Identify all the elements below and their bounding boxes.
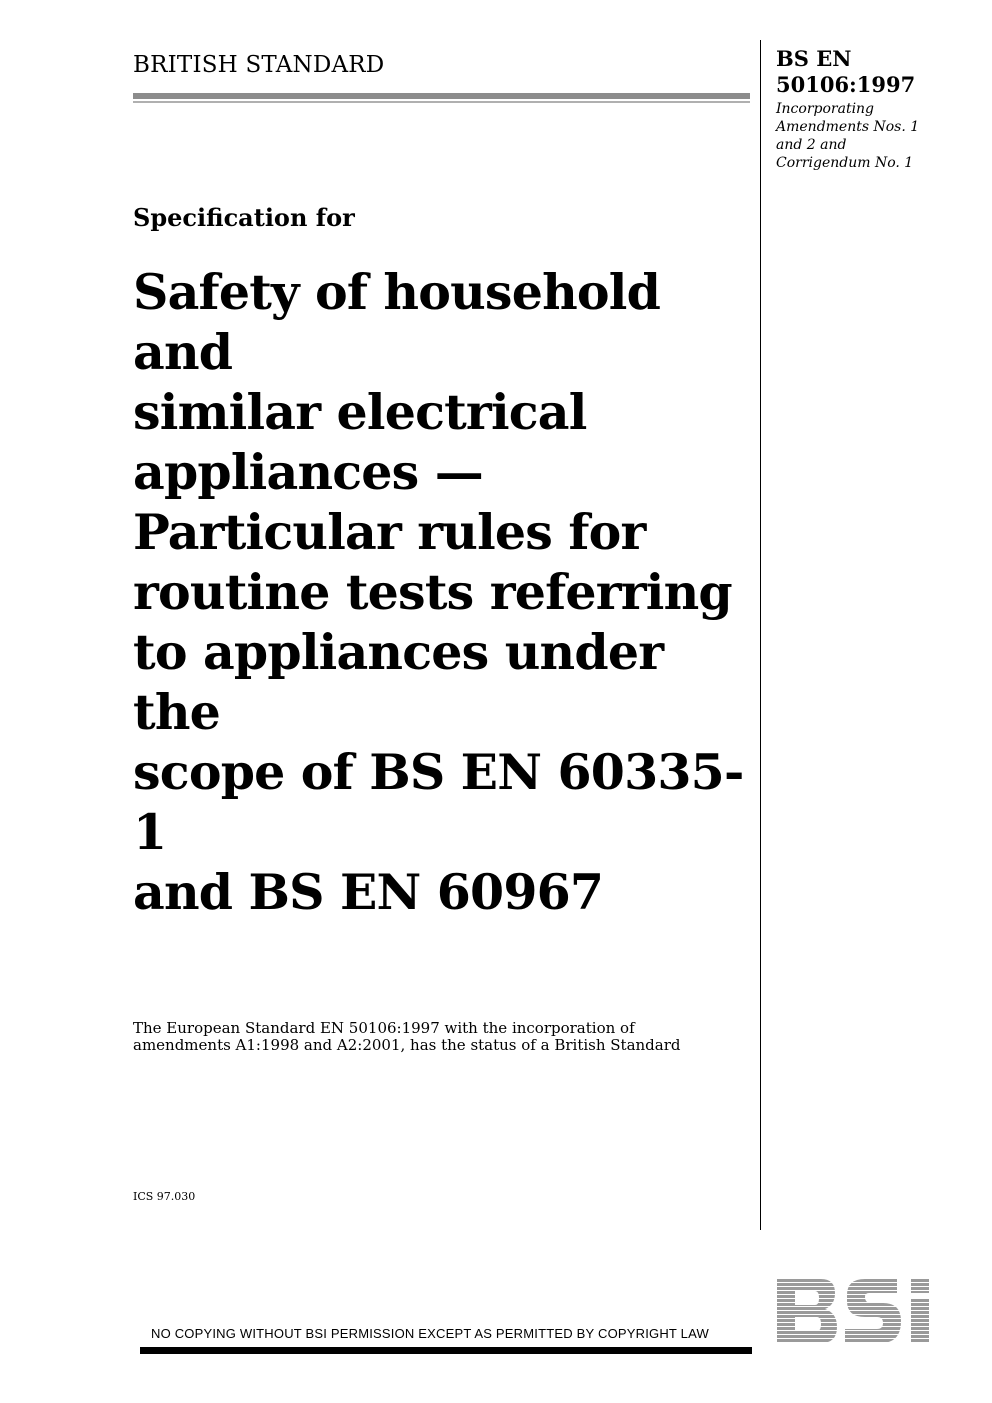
standard-number-line: 50106:1997	[776, 72, 916, 97]
amendments-line: Amendments Nos. 1	[776, 119, 920, 135]
header-rule	[133, 93, 750, 99]
header-rule-thin	[133, 101, 750, 103]
title-line: Particular rules for	[133, 503, 646, 561]
ics-code: ICS 97.030	[133, 1190, 196, 1203]
amendments-line: and 2 and	[776, 137, 847, 153]
status-line: The European Standard EN 50106:1997 with the incorporation of	[133, 1019, 635, 1037]
status-line: amendments A1:1998 and A2:2001, has the status of a British Standard	[133, 1036, 681, 1054]
amendments-line: Incorporating	[776, 101, 875, 117]
title-line: and BS EN 60967	[133, 863, 604, 921]
title-line: routine tests referring	[133, 563, 732, 621]
document-type-label: BRITISH STANDARD	[133, 52, 385, 78]
standard-number-line: BS EN	[776, 46, 852, 71]
footer-rule	[140, 1347, 752, 1354]
title-line: to appliances under the	[133, 623, 664, 741]
bsi-logo	[775, 1275, 955, 1347]
title-line: similar electrical	[133, 383, 587, 441]
copyright-notice: NO COPYING WITHOUT BSI PERMISSION EXCEPT AS PERMITTED BY COPYRIGHT LAW	[151, 1326, 709, 1341]
title-line: appliances —	[133, 443, 483, 501]
title-line: scope of BS EN 60335-1	[133, 743, 744, 861]
title-line: Safety of household and	[133, 263, 661, 381]
title-prefix: Specification for	[133, 203, 355, 232]
amendments-line: Corrigendum No. 1	[776, 155, 914, 171]
status-statement	[133, 1020, 733, 1054]
document-title	[133, 262, 753, 922]
amendments-note	[776, 100, 986, 172]
column-divider	[760, 40, 761, 1230]
standard-number	[776, 46, 986, 98]
